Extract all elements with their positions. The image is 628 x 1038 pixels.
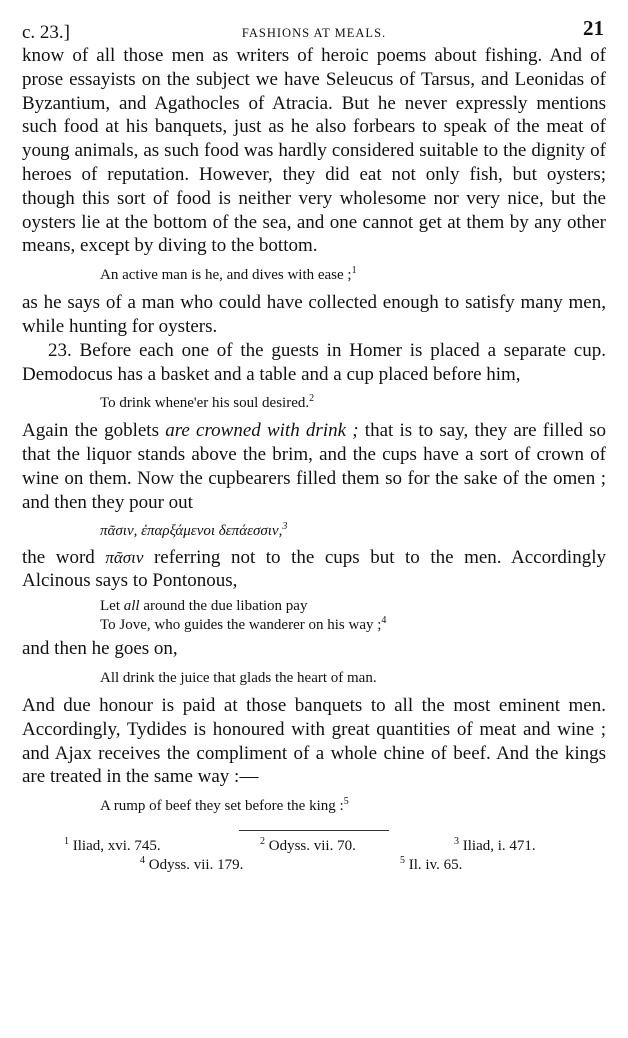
verse-quote-5 [22,797,606,816]
footnote-ref: 5 [343,796,349,808]
footnote-text: Il. iv. 65. [408,857,463,874]
footnote-ref: 2 [309,393,315,405]
text-run: around the due libation pay [139,598,308,615]
footnote-text: Odyss. vii. 70. [268,838,356,855]
emphasis: all [123,598,140,615]
verse-text: To drink whene'er his soul desired. [100,395,310,412]
footnote-number: 1 [64,836,69,848]
footnote-1 [64,837,161,856]
footnote-3 [454,837,536,856]
footnote-number: 4 [140,855,145,867]
page-number: 21 [583,16,604,40]
text-run: Again the goblets [22,420,166,442]
greek-text: πᾶσιν, ἐπαρξάμενοι δεπάεσσιν, [100,522,283,539]
footnote-ref: 3 [282,520,288,532]
text-run: that is to say, they are filled so that the liquor stands above the brim, and the cups have a sort of crown of wine on them. Now the cupbearers filled them so for the sake of the omen ; and then they pour out [22,420,607,513]
footnote-divider [239,830,389,831]
verse-text: An active man is he, and dives with ease ; [100,267,352,284]
verse-quote-4 [22,669,606,688]
footnote-text: Iliad, i. 471. [462,838,536,855]
footnote-text: Iliad, xvi. 745. [72,838,161,855]
paragraph-section-23: 23. Before each one of the guests in Homer is placed a separate cup. Demodocus has a basket and a table and a cup placed before him, [22,339,606,385]
footnote-ref: 4 [381,615,387,627]
footnote-ref: 1 [351,265,357,277]
text-run: To Jove, who guides the wanderer on his way ; [100,617,382,634]
emphasis: are crowned with drink ; [165,420,359,442]
footnote-text: Odyss. vii. 179. [148,857,244,874]
footnote-number: 3 [454,836,459,848]
running-title: FASHIONS AT MEALS. [241,26,387,40]
footnote-2 [260,837,356,856]
text-run: referring not to the cups but to the men. Accordingly Alcinous says to Pontonous, [22,546,606,592]
greek-word: πᾶσιν [105,547,144,567]
paragraph-2: as he says of a man who could have collected enough to satisfy many men, while hunting for oysters. [22,292,606,337]
paragraph-4 [22,419,606,514]
book-page [22,14,606,877]
paragraph-1: know of all those men as writers of heroic poems about fishing. And of prose essayists on the subject we have Seleucus of Tarsus, and Leonidas of Byzantium, and Agathocles of Atracia. But he never expressly mentions such food at his banquets, just as he also forbears to speak of the meat of young animals, as such food was hardly considered suitable to the dignity of heroes of reputation. However, they did eat not only fish, but oysters; though this sort of food is neither very wholesome nor very nice, but the oysters lie at the bottom of the sea, and one cannot get at them by any other means, except by diving to the bottom. [22,45,606,257]
verse-line-1 [100,597,606,616]
verse-quote-3 [22,597,606,635]
paragraph-5 [22,546,606,594]
greek-quote [22,520,606,540]
verse-quote-1 [22,266,606,285]
footnote-5 [400,856,462,875]
chapter-marker: c. 23.] [22,22,71,43]
text-run: Let [100,598,124,615]
verse-line-2 [100,616,606,635]
running-header [22,14,606,44]
footnote-4 [140,856,243,875]
paragraph-7: And due honour is paid at those banquets to all the most eminent men. Accordingly, Tydides is honoured with great quantities of meat and wine ; and Ajax receives the compliment of a whole chine of beef. And the kings are treated in the same way :— [22,694,606,788]
text-run: the word [22,546,106,568]
footnote-number: 2 [260,836,265,848]
verse-quote-2 [22,394,606,413]
verse-text: A rump of beef they set before the king : [100,798,344,815]
verse-text: All drink the juice that glads the heart of man. [100,669,377,686]
paragraph-6: and then he goes on, [22,638,178,660]
footnotes [22,837,606,877]
footnote-number: 5 [400,855,405,867]
